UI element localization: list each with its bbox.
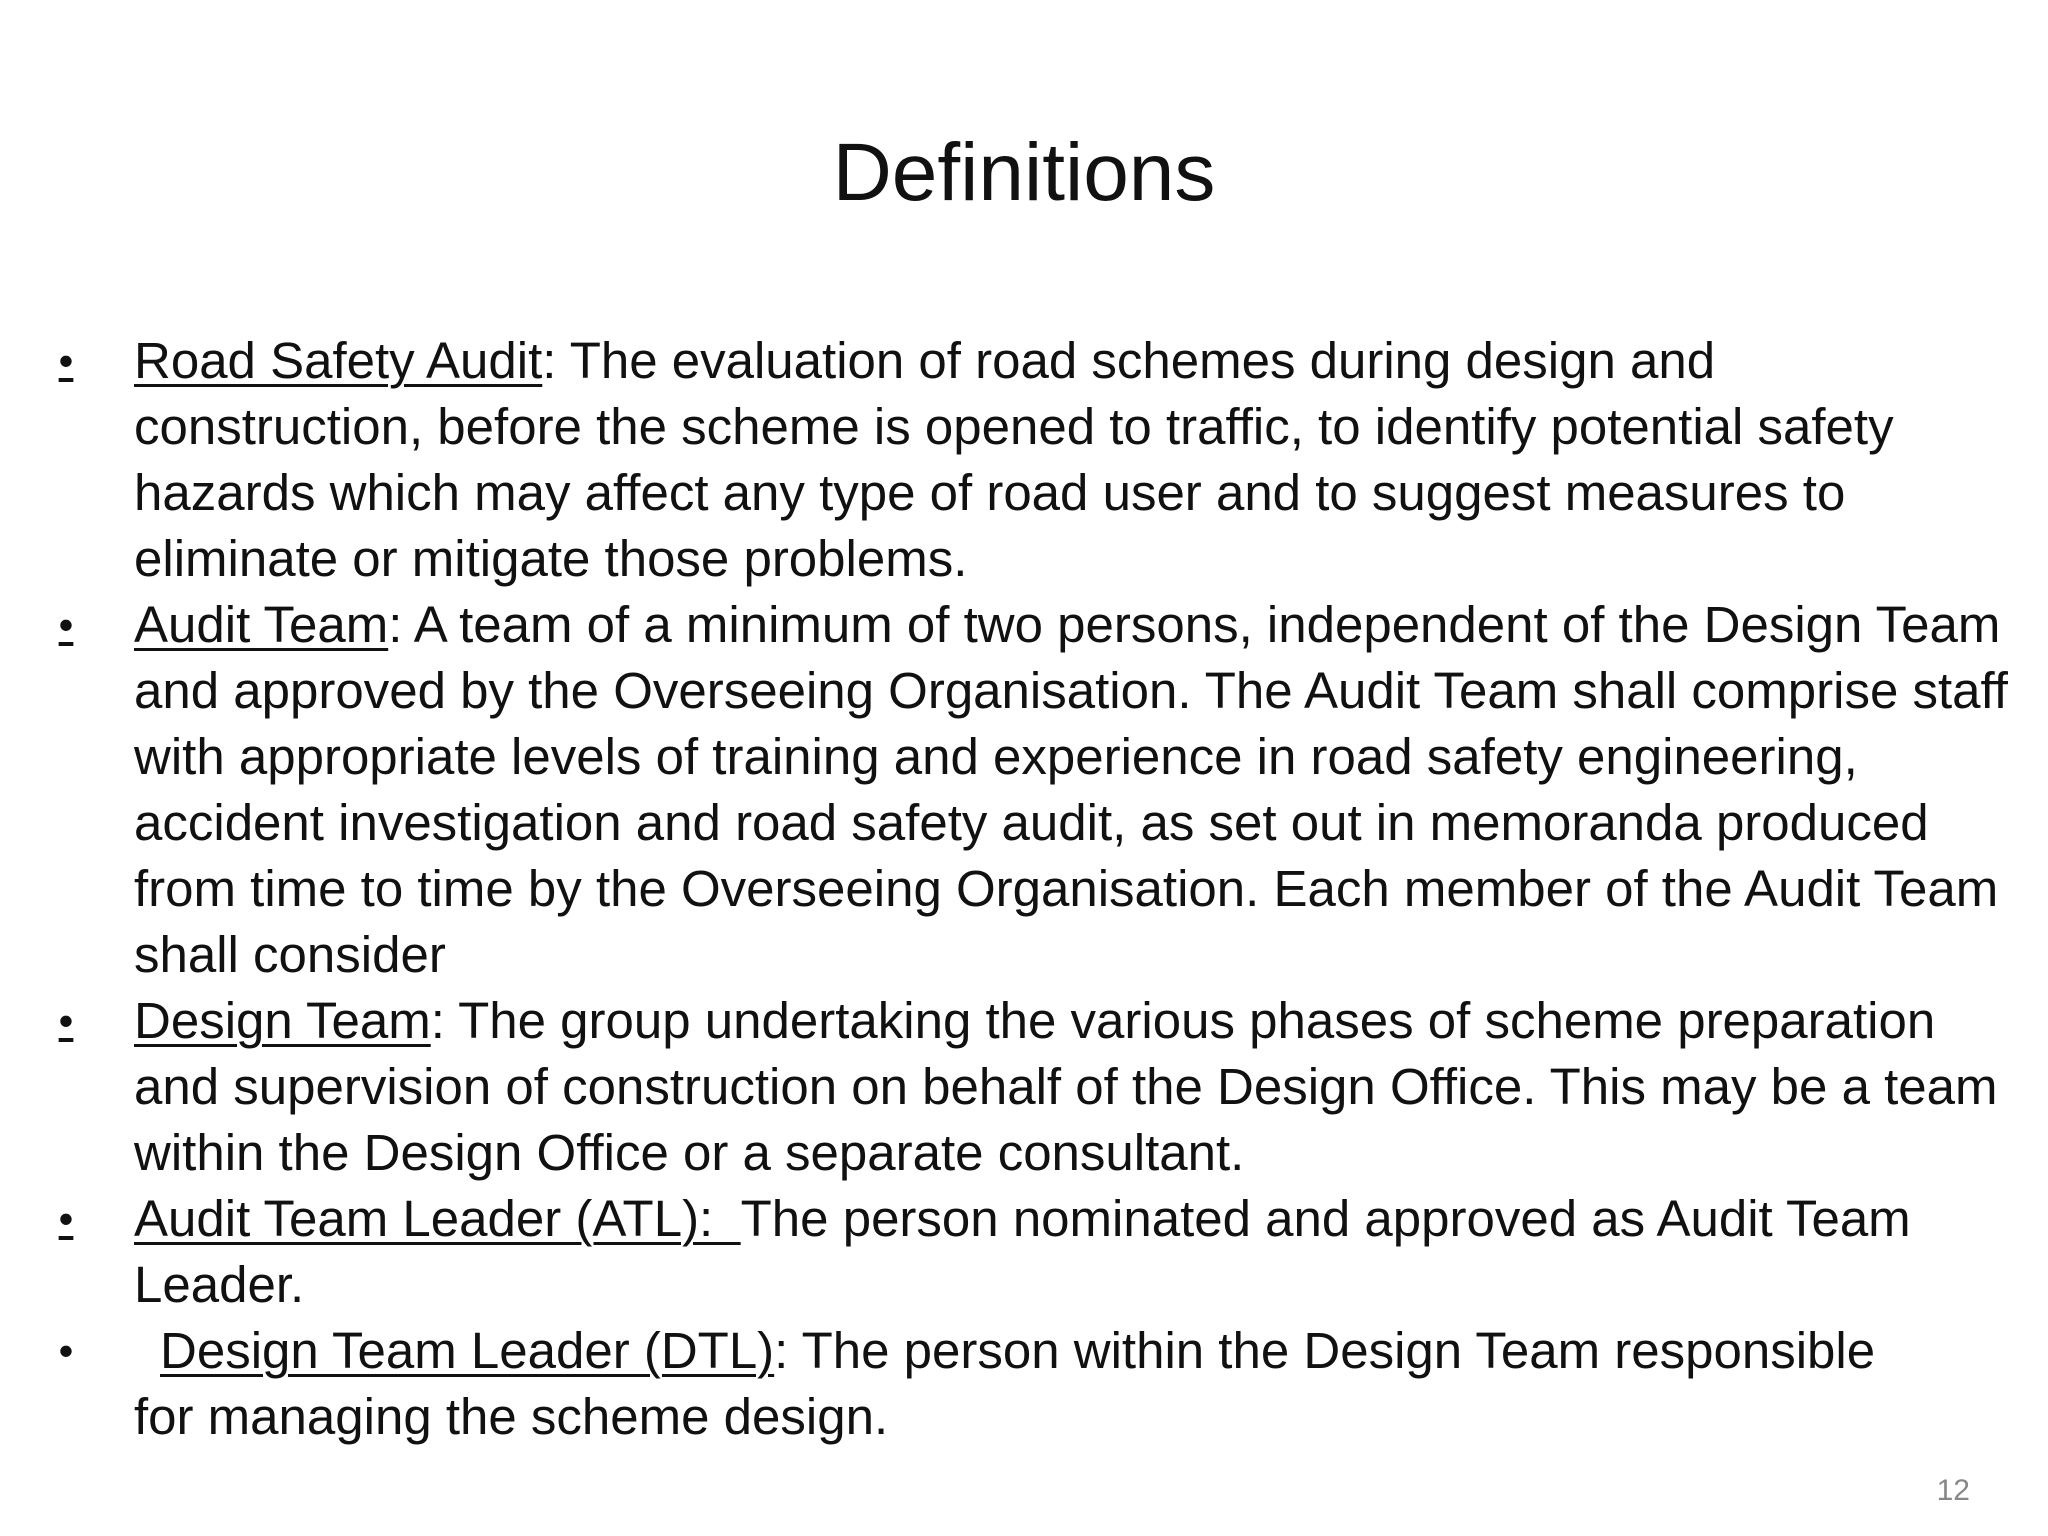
definitions-list xyxy=(54,328,2014,1450)
bullet-icon: • xyxy=(58,1195,74,1242)
definition-term: Audit Team Leader (ATL): xyxy=(134,1190,741,1247)
definition-continuation: for managing the scheme design. xyxy=(134,1388,889,1445)
bullet-icon: • xyxy=(58,997,74,1044)
definition-text: : The evaluation of road schemes during design and construction, before the scheme is opened to traffic, to identify potential safety hazards which may affect any type of road user and to suggest measures to eliminate or mitigate those problems. xyxy=(134,332,1894,587)
definition-design-team xyxy=(54,988,2014,1186)
definition-term: Design Team xyxy=(134,992,431,1049)
definition-text: The person nominated and approved as Audit Team Leader. xyxy=(134,1190,1911,1313)
definition-text: : The group undertaking the various phases of scheme preparation and supervision of construction on behalf of the Design Office. This may be a team within the Design Office or a separate consultant. xyxy=(134,992,1998,1181)
definition-design-team-leader xyxy=(54,1318,2014,1450)
slide-title: Definitions xyxy=(832,127,1216,218)
bullet-icon: • xyxy=(58,337,74,384)
bullet-icon: • xyxy=(58,601,74,648)
definition-term: Road Safety Audit xyxy=(134,332,543,389)
definition-audit-team-leader xyxy=(54,1186,2014,1318)
definition-road-safety-audit xyxy=(54,328,2014,592)
definition-audit-team xyxy=(54,592,2014,988)
definition-text: : The person within the Design Team responsible xyxy=(774,1322,1876,1379)
definition-term: Design Team Leader (DTL) xyxy=(160,1322,775,1379)
page-number: 12 xyxy=(1936,1474,1970,1507)
definition-term: Audit Team xyxy=(134,596,389,653)
bullet-icon: • xyxy=(58,1327,74,1374)
definition-text: : A team of a minimum of two persons, independent of the Design Team and approved by the Overseeing Organisation. The Audit Team shall comprise staff with appropriate levels of training and experience in road safety engineering, accident investigation and road safety audit, as set out in memoranda produced from time to time by the Overseeing Organisation. Each member of the Audit Team shall consider xyxy=(134,596,2008,983)
